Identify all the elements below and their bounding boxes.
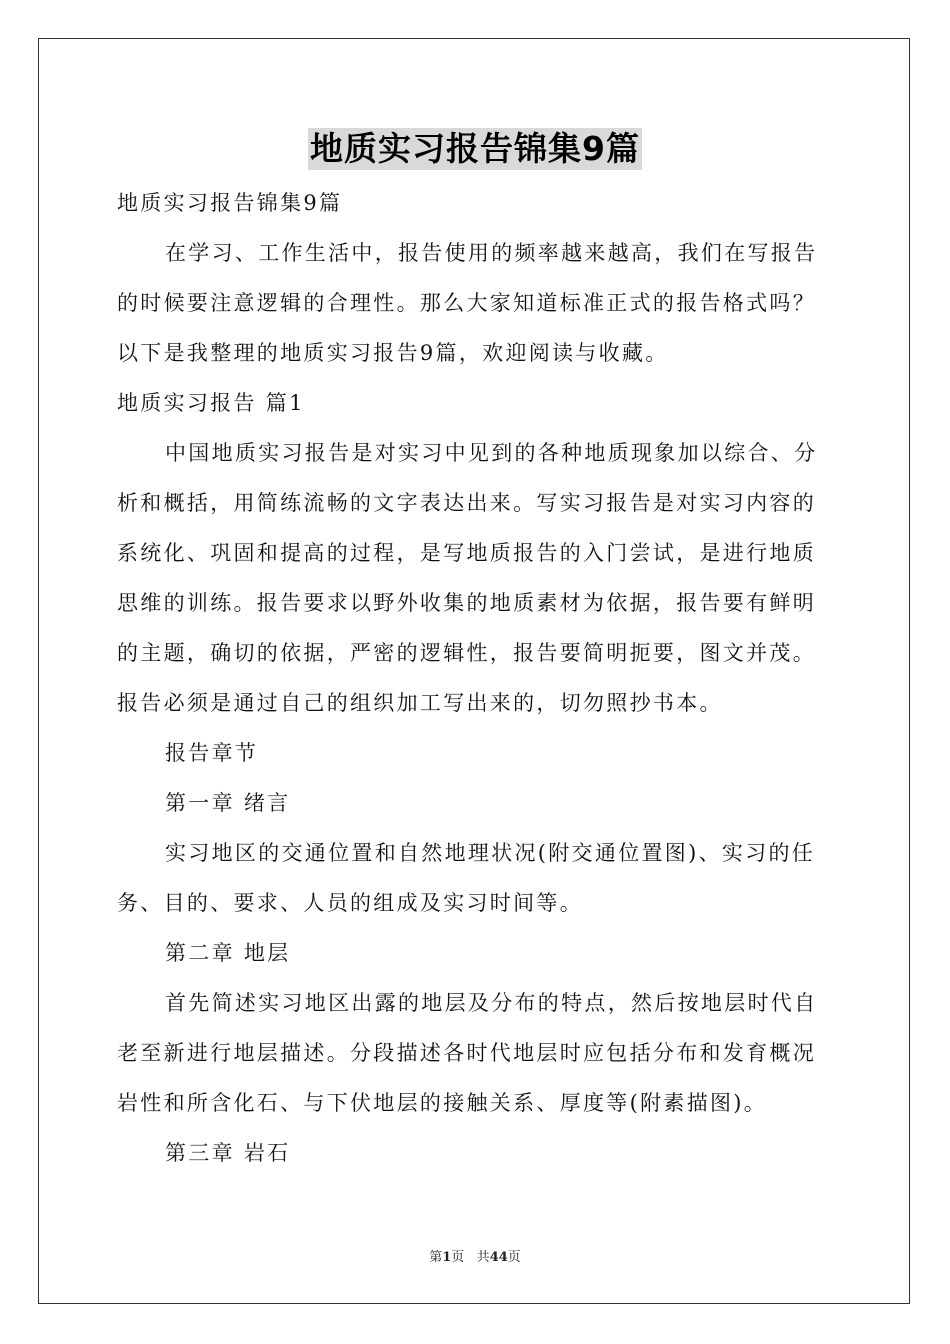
section-heading: 地质实习报告 篇1 xyxy=(117,391,305,415)
paragraph: 实习地区的交通位置和自然地理状况(附交通位置图)、实习的任务、目的、要求、人员的组成及实习时间等。 xyxy=(117,841,816,915)
document-body xyxy=(117,178,835,1178)
document-title: 地质实习报告锦集9篇 xyxy=(310,129,640,168)
paragraph: 首先简述实习地区出露的地层及分布的特点，然后按地层时代自老至新进行地层描述。分段描述各时代地层时应包括分布和发育概况岩性和所含化石、与下伏地层的接触关系、厚度等(附素描图)。 xyxy=(117,991,818,1115)
footer-page-prefix: 第 xyxy=(429,1250,443,1265)
footer-total-pages: 44 xyxy=(489,1250,508,1265)
chapter-heading: 第二章 地层 xyxy=(165,941,291,965)
footer-total-prefix: 共 xyxy=(476,1250,490,1265)
footer-page-suffix: 页 xyxy=(451,1250,465,1265)
paragraph: 地质实习报告锦集9篇 xyxy=(117,191,343,215)
chapter-heading: 第一章 绪言 xyxy=(165,791,291,815)
title-container xyxy=(0,128,950,170)
paragraph: 在学习、工作生活中，报告使用的频率越来越高，我们在写报告的时候要注意逻辑的合理性。那么大家知道标准正式的报告格式吗？以下是我整理的地质实习报告9篇，欢迎阅读与收藏。 xyxy=(117,241,818,365)
chapter-heading: 第三章 岩石 xyxy=(165,1141,291,1165)
paragraph: 中国地质实习报告是对实习中见到的各种地质现象加以综合、分析和概括，用简练流畅的文字表达出来。写实习报告是对实习内容的系统化、巩固和提高的过程，是写地质报告的入门尝试，是进行地质思维的训练。报告要求以野外收集的地质素材为依据，报告要有鲜明的主题，确切的依据，严密的逻辑性，报告要简明扼要，图文并茂。报告必须是通过自己的组织加工写出来的，切勿照抄书本。 xyxy=(117,441,818,715)
section-heading: 报告章节 xyxy=(165,741,259,765)
footer-total-suffix: 页 xyxy=(507,1250,521,1265)
footer-page-number: 1 xyxy=(442,1250,452,1265)
page-footer xyxy=(0,1246,950,1265)
